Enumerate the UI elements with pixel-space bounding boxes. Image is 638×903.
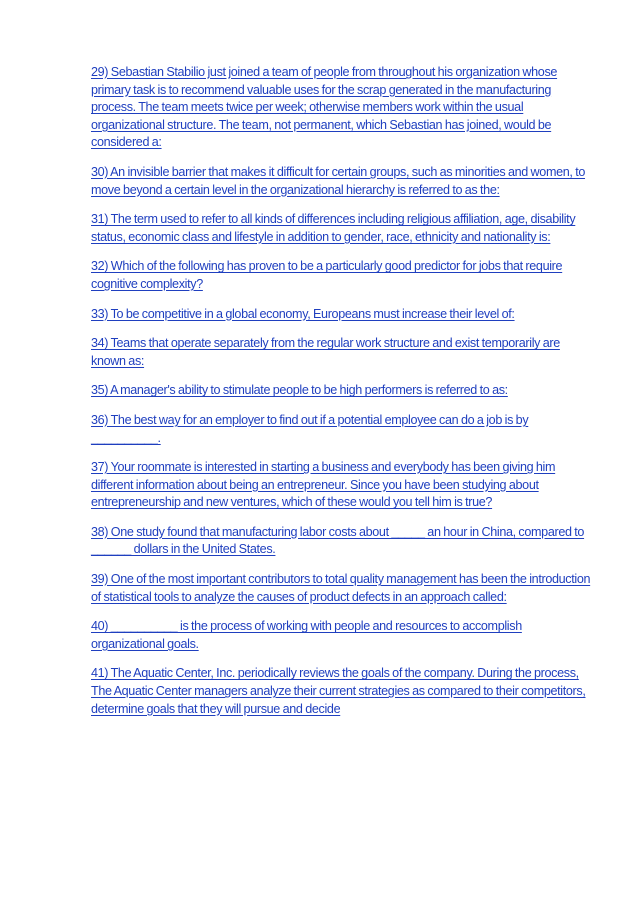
question-link-37[interactable]: 37) Your roommate is interested in starting a business and everybody has been giving him different information about being an entrepreneur. Since you have been studying about entrepreneurship and new ventures, which of these would you tell him is true? [91,460,556,510]
question-link-33[interactable]: 33) To be competitive in a global economy, Europeans must increase their level of: [91,306,515,321]
question-link-40[interactable]: 40) __________ is the process of working with people and resources to accomplish organizational goals. [91,619,522,651]
question-link-36[interactable]: 36) The best way for an employer to find out if a potential employee can do a job is by __________. [91,412,529,445]
question-link-34[interactable]: 34) Teams that operate separately from the regular work structure and exist temporarily are known as: [91,336,560,368]
question-link-35[interactable]: 35) A manager's ability to stimulate people to be high performers is referred to as: [91,383,508,398]
question-link-31[interactable]: 31) The term used to refer to all kinds of differences including religious affiliation, age, disability status, economic class and lifestyle in addition to gender, race, ethnicity and nationality is: [91,212,576,244]
question-link-32[interactable]: 32) Which of the following has proven to be a particularly good predictor for jobs that require cognitive complexity? [91,259,563,291]
question-link-29[interactable]: 29) Sebastian Stabilio just joined a team of people from throughout his organization whose primary task is to recommend valuable uses for the scrap generated in the manufacturing process. The team meets twice per week; otherwise members work within the usual organizational structure. The team, not permanent, which Sebastian has joined, would be considered a: [91,65,558,150]
question-link-41[interactable]: 41) The Aquatic Center, Inc. periodically reviews the goals of the company. During the process, The Aquatic Center managers analyze their current strategies as compared to their competitors, determine goals that they will pursue and decide [91,666,586,716]
question-list [91,64,593,730]
question-link-38[interactable]: 38) One study found that manufacturing labor costs about _____ an hour in China, compared to ______ dollars in the United States. [91,524,585,557]
question-link-30[interactable]: 30) An invisible barrier that makes it difficult for certain groups, such as minorities and women, to move beyond a certain level in the organizational hierarchy is referred to as the: [91,164,586,197]
question-link-39[interactable]: 39) One of the most important contributors to total quality management has been the introduction of statistical tools to analyze the causes of product defects in an approach called: [91,572,591,604]
